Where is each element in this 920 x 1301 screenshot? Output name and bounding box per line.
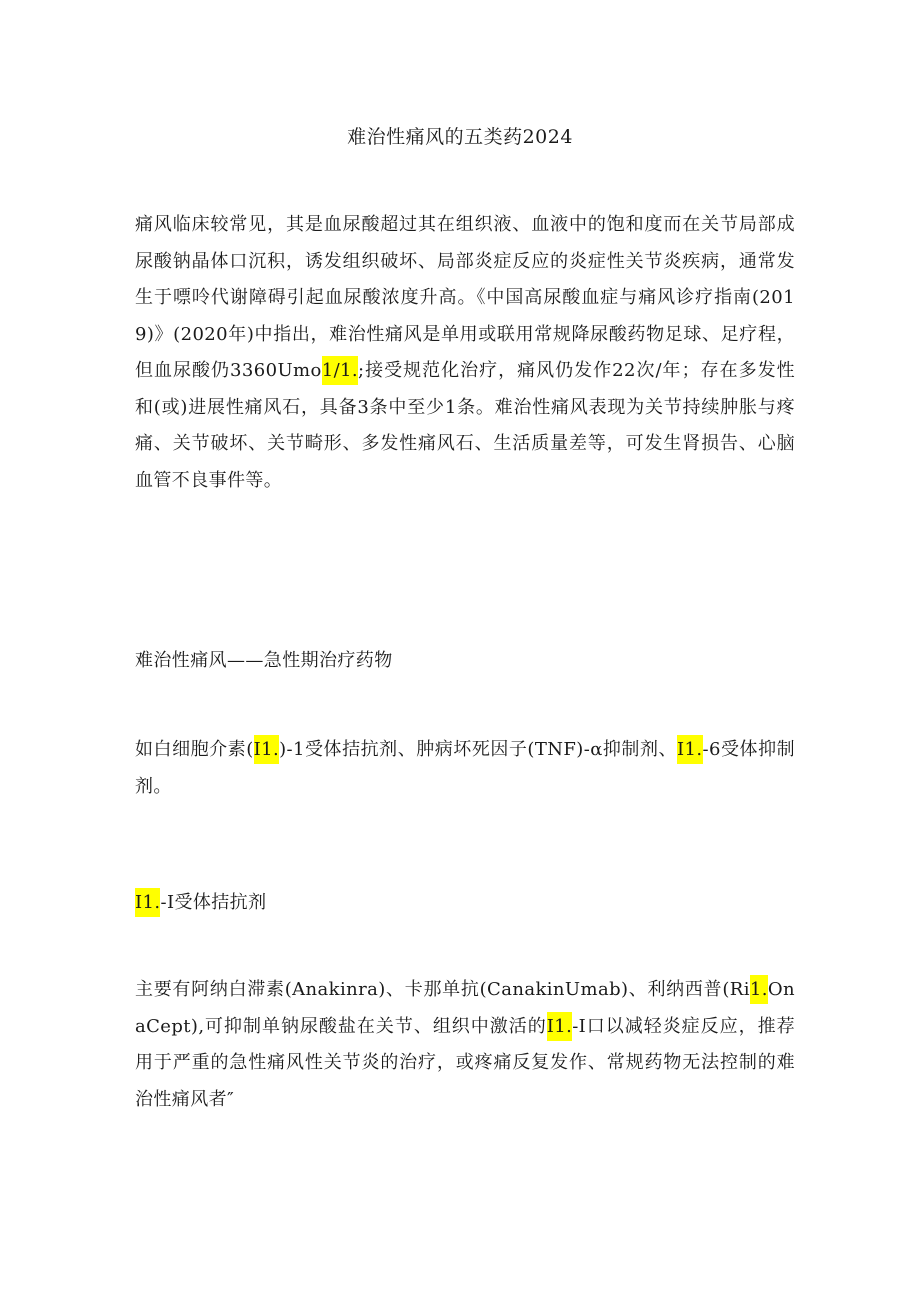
document-title: 难治性痛风的五类药2024 <box>347 126 573 148</box>
il1-drugs-paragraph <box>135 972 795 1118</box>
il1-drugs-text-3: -I口以减轻炎症反应，推荐用于严重的急性痛风性关节炎的治疗，或疼痛反复发作、常规药物无法控制的难治性痛风者″ <box>135 1015 795 1110</box>
intro-text-part-1: 痛风临床较常见，其是血尿酸超过其在组织液、血液中的饱和度而在关节局部成尿酸钠晶体口沉积，诱发组织破坏、局部炎症反应的炎症性关节炎疾病，通常发生于嘌呤代谢障碍引起血尿酸浓度升高。《中国高尿酸血症与痛风诊疗指南(2019)》(2020年)中指出，难治性痛风是单用或联用常规降尿酸药物足球、足疗程，但血尿酸仍3360Umo <box>135 214 795 381</box>
highlighted-text: I1. <box>547 1012 572 1041</box>
il1-drugs-text-1: 主要有阿纳白滞素(Anakinra)、卡那单抗(CanakinUmab)、利纳西普(Ri <box>135 979 750 1000</box>
section-heading-il1-antagonist <box>135 888 266 914</box>
acute-drugs-text-3: -6受体抑制剂。 <box>135 739 796 797</box>
acute-drugs-text-2: )-1受体拮抗剂、肿病坏死因子(TNF)-α抑制剂、 <box>279 739 678 760</box>
acute-drugs-text-1: 如白细胞介素( <box>135 739 254 760</box>
section-heading-acute-treatment: 难治性痛风——急性期治疗药物 <box>135 650 393 671</box>
acute-drugs-paragraph <box>135 732 795 805</box>
highlighted-text: 1/1. <box>322 356 358 385</box>
highlighted-text: 1. <box>750 975 768 1004</box>
highlighted-text: I1. <box>135 888 160 917</box>
highlighted-text: I1. <box>254 735 279 764</box>
il1-drugs-text-2: OnaCept),可抑制单钠尿酸盐在关节、组织中激活的 <box>135 979 795 1037</box>
intro-text-part-2: ;接受规范化治疗，痛风仍发作22次/年；存在多发性和(或)进展性痛风石，具备3条中至少1条。难治性痛风表现为关节持续肿胀与疼痛、关节破坏、关节畸形、多发性痛风石、生活质量差等，可发生肾损告、心脑血管不良事件等。 <box>135 360 795 491</box>
highlighted-text: I1. <box>677 735 702 764</box>
section-heading-il1-rest: -I受体拮抗剂 <box>160 892 267 913</box>
intro-paragraph <box>135 207 795 499</box>
